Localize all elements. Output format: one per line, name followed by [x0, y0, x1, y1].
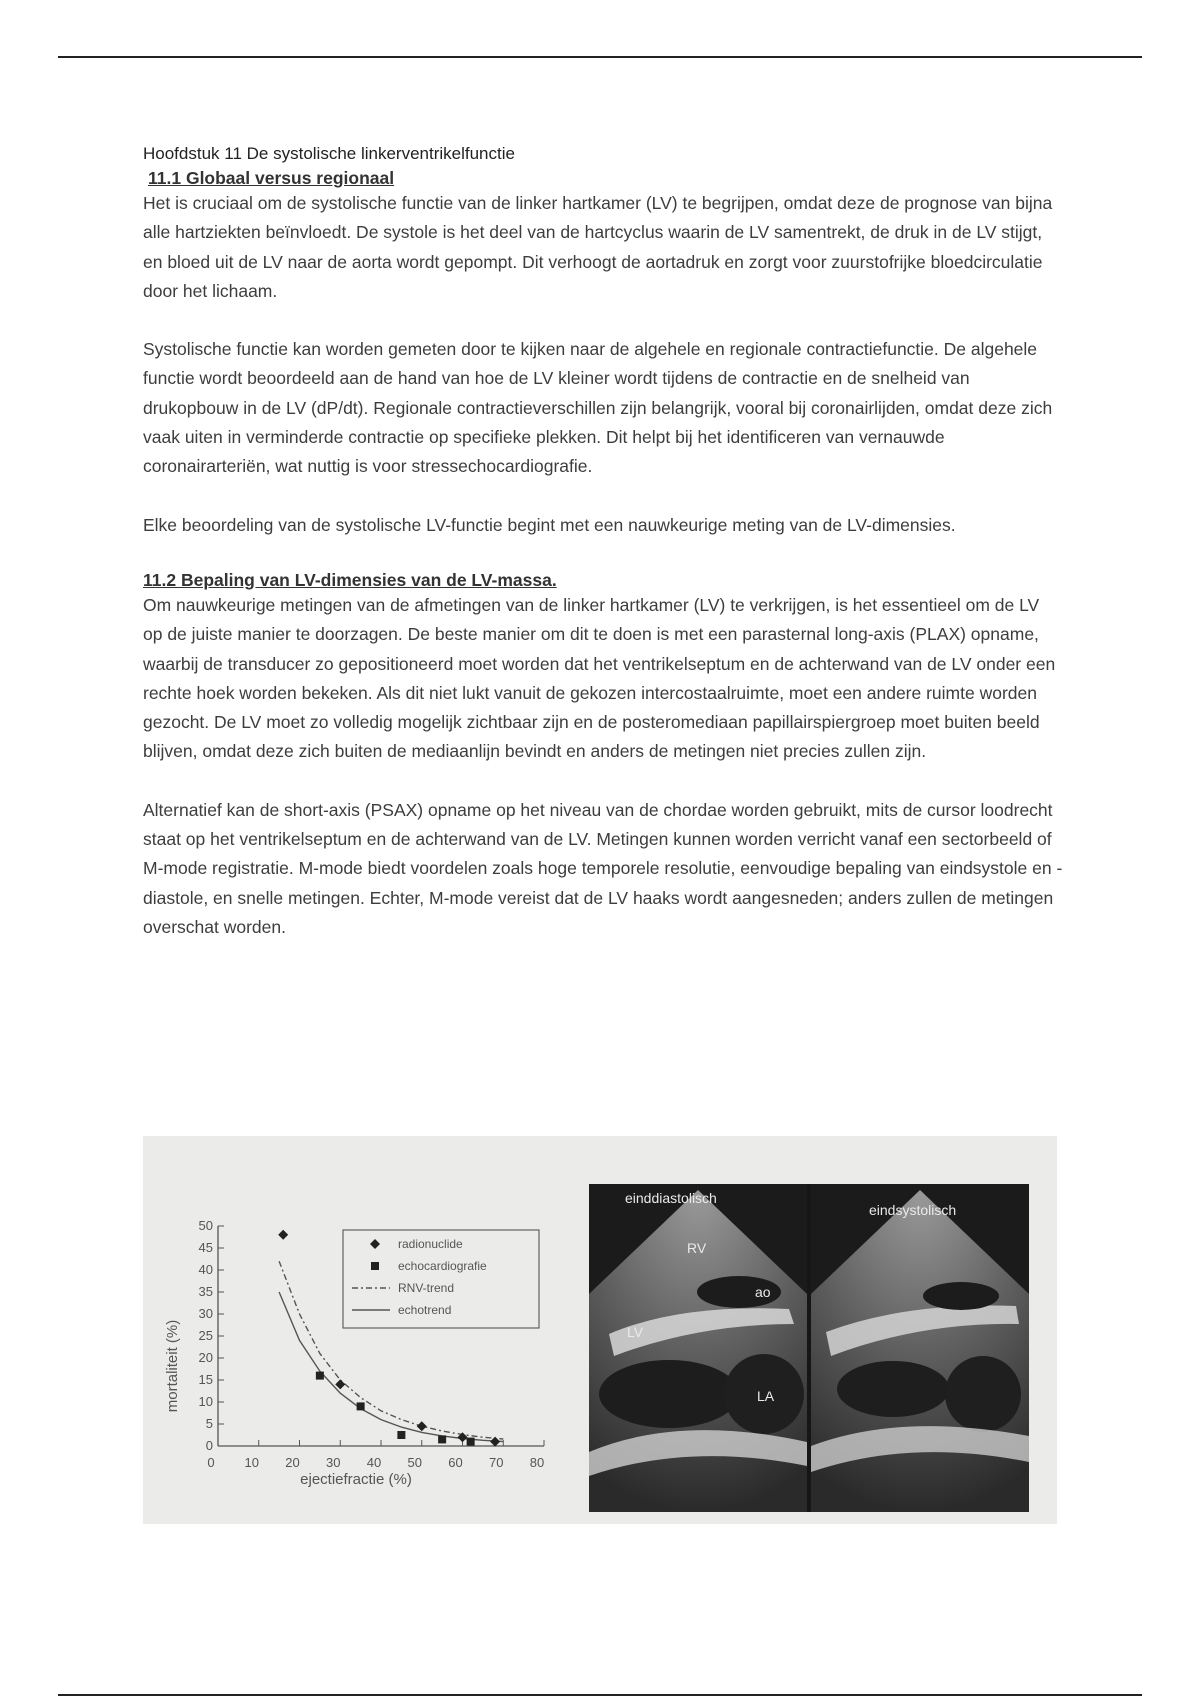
y-tick-label: 35 — [198, 1284, 213, 1299]
legend-symbol — [371, 1262, 379, 1270]
data-point-radionuclide — [490, 1437, 500, 1447]
y-tick-label: 30 — [198, 1306, 213, 1321]
label-rv: RV — [687, 1240, 707, 1256]
y-tick-label: 40 — [198, 1262, 213, 1277]
data-point-echocardiografie — [467, 1438, 475, 1446]
legend-label: echotrend — [398, 1303, 452, 1317]
y-tick-label: 20 — [198, 1350, 213, 1365]
label-lv: LV — [627, 1324, 644, 1340]
figure-photo — [143, 1136, 1057, 1524]
x-tick-label: 40 — [366, 1455, 382, 1470]
y-tick-label: 25 — [198, 1328, 213, 1343]
echocardiogram-image — [589, 1184, 1029, 1512]
data-point-radionuclide — [335, 1379, 345, 1389]
data-point-echocardiografie — [397, 1431, 405, 1439]
label-la: LA — [757, 1388, 775, 1404]
y-tick-label: 45 — [198, 1240, 213, 1255]
x-tick-label: 30 — [326, 1455, 341, 1470]
legend-label: echocardiografie — [398, 1259, 487, 1273]
data-point-echocardiografie — [357, 1402, 365, 1410]
legend-label: RNV-trend — [398, 1281, 455, 1295]
paragraph: Alternatief kan de short-axis (PSAX) opname op het niveau van de chordae worden gebruikt, mits de cursor loodrecht staat op het ventrikelseptum en de achterwand van de LV. Metingen kunnen worden verricht vanaf een sectorbeeld of M-mode registratie. M-mode biedt voordelen zoals hoge temporele resolutie, eenvoudige bepaling van eindsystole en -diastole, en snelle metingen. Echter, M-mode vereist dat de LV haaks wordt aangesneden; anders zullen de metingen overschat worden. — [143, 799, 1063, 937]
legend-label: radionuclide — [398, 1237, 463, 1251]
label-einddiastolisch: einddiastolisch — [625, 1190, 717, 1206]
y-tick-label: 50 — [198, 1218, 213, 1233]
y-tick-label: 5 — [205, 1416, 213, 1431]
x-tick-label: 60 — [448, 1455, 463, 1470]
section-heading-2: 11.2 Bepaling van LV-dimensies van de LV-massa. — [143, 569, 557, 590]
y-axis-label: mortaliteit (%) — [164, 1319, 181, 1413]
paragraph: Systolische functie kan worden gemeten door te kijken naar de algehele en regionale contractiefunctie. De algehele functie wordt beoordeeld aan de hand van hoe de LV kleiner wordt tijdens de contractie en de snelheid van drukopbouw in de LV (dP/dt). Regionale contractieverschillen zijn belangrijk, vooral bij coronairlijden, omdat deze zich vaak uiten in verminderde contractie op specifieke plekken. Dit helpt bij het identificeren van vernauwde coronairarteriën, wat nuttig is voor stressechocardiografie. — [143, 339, 1053, 477]
x-tick-label: 10 — [244, 1455, 259, 1470]
x-axis-label: ejectiefractie (%) — [300, 1471, 412, 1488]
data-point-echocardiografie — [438, 1435, 446, 1443]
x-tick-label: 0 — [207, 1455, 215, 1470]
y-tick-label: 10 — [198, 1394, 213, 1409]
x-tick-label: 50 — [407, 1455, 422, 1470]
x-tick-label: 80 — [529, 1455, 545, 1470]
section-heading-1: 11.1 Globaal versus regionaal — [148, 168, 395, 188]
document-header-title: Hoofdstuk 11 De systolische linkerventrikelfunctie — [143, 144, 515, 163]
series-line-rnv-trend — [279, 1261, 503, 1439]
header-rule — [58, 56, 1142, 58]
y-tick-label: 15 — [198, 1372, 213, 1387]
legend-symbol — [370, 1239, 380, 1249]
echo-end-systolic — [811, 1184, 1029, 1512]
series-line-echotrend — [279, 1292, 503, 1442]
document-body — [143, 143, 1063, 942]
x-tick-label: 20 — [285, 1455, 300, 1470]
label-eindsystolisch: eindsystolisch — [869, 1202, 957, 1218]
data-point-radionuclide — [278, 1230, 288, 1240]
paragraph: Elke beoordeling van de systolische LV-functie begint met een nauwkeurige meting van de LV-dimensies. — [143, 514, 956, 535]
mortality-chart — [143, 1136, 589, 1524]
data-point-echocardiografie — [316, 1372, 324, 1380]
label-ao: ao — [755, 1284, 771, 1300]
x-tick-label: 70 — [489, 1455, 504, 1470]
paragraph: Het is cruciaal om de systolische functie van de linker hartkamer (LV) te begrijpen, omdat deze de prognose van bijna alle hartziekten beïnvloedt. De systole is het deel van de hartcyclus waarin de LV samentrekt, de druk in de LV stijgt, en bloed uit de LV naar de aorta wordt gepompt. Dit verhoogt de aortadruk en zorgt voor zuurstofrijke bloedcirculatie door het lichaam. — [143, 193, 1053, 301]
y-tick-label: 0 — [205, 1438, 213, 1453]
footer-rule — [58, 1694, 1142, 1696]
data-point-radionuclide — [417, 1421, 427, 1431]
paragraph: Om nauwkeurige metingen van de afmetingen van de linker hartkamer (LV) te verkrijgen, is het essentieel om de LV op de juiste manier te doorzagen. De beste manier om dit te doen is met een parasternal long-axis (PLAX) opname, waarbij de transducer zo gepositioneerd moet worden dat het ventrikelseptum en de achterwand van de LV onder een rechte hoek worden bekeken. Als dit niet lukt vanuit de gekozen intercostaalruimte, moet een andere ruimte worden gezocht. De LV moet zo volledig mogelijk zichtbaar zijn en de posteromediaan papillairspiergroep moet buiten beeld blijven, omdat deze zich buiten de mediaanlijn bevindt en anders de metingen niet precies zullen zijn. — [143, 594, 1056, 762]
echo-end-diastolic — [589, 1184, 807, 1512]
